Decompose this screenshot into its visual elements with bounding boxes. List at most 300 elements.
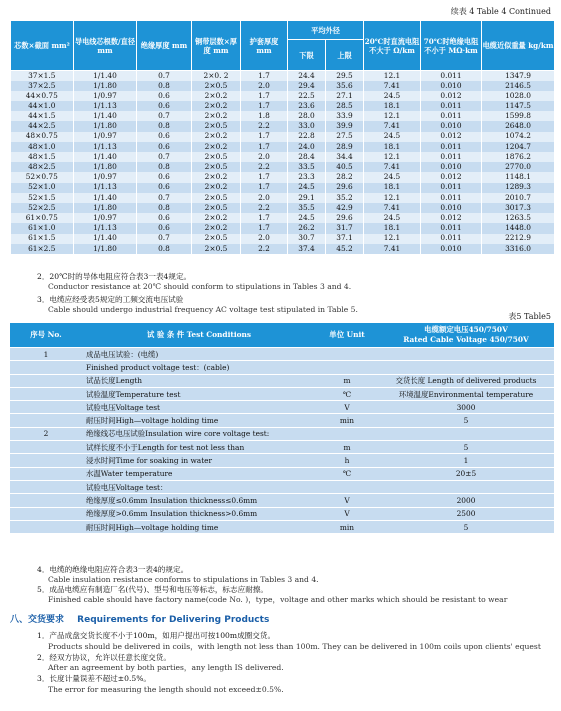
table-cell: 1/1.40 — [74, 71, 137, 81]
table4 — [10, 20, 555, 254]
table-cell: 12.1 — [364, 111, 421, 121]
table5-caption: 表5 Table5 — [508, 312, 551, 321]
table-cell: 1/1.40 — [74, 193, 137, 203]
note-2 — [37, 272, 358, 315]
table-cell-val — [378, 427, 554, 440]
note-2-en: Conductor resistance at 20℃ should conform to stipulations in Tables 3 and 4. — [48, 282, 352, 291]
table-row — [10, 401, 554, 414]
table-row — [11, 101, 555, 111]
table-row — [11, 234, 555, 244]
table-row — [11, 142, 555, 152]
table-cell: 2.0 — [241, 152, 288, 162]
table-cell: 2×0.2 — [192, 132, 241, 142]
table-cell: 0.011 — [421, 234, 482, 244]
table-cell: 29.6 — [326, 213, 364, 223]
table-cell-cond: 绝缘厚度≤0.6mm Insulation thickness≤0.6mm — [82, 494, 316, 507]
table-row — [10, 387, 554, 400]
table-cell: 2×0.2 — [192, 223, 241, 233]
table-cell: 18.1 — [364, 101, 421, 111]
table-cell: 1/1.80 — [74, 81, 137, 91]
table-cell: 1.7 — [241, 101, 288, 111]
table-cell-unit: m — [316, 374, 378, 387]
table-cell-val: 1 — [378, 454, 554, 467]
header-lower: 下限 — [288, 40, 326, 71]
table-cell: 24.5 — [288, 213, 326, 223]
table-cell: 7.41 — [364, 81, 421, 91]
table-cell: 2×0. 2 — [192, 71, 241, 81]
table-cell: 1148.1 — [482, 172, 555, 182]
table-cell: 0.011 — [421, 111, 482, 121]
table-cell: 2×0.2 — [192, 213, 241, 223]
table-cell: 33.0 — [288, 121, 326, 131]
table-cell-val — [378, 480, 554, 493]
table-cell: 1599.8 — [482, 111, 555, 121]
table-cell: 44×1.0 — [11, 101, 74, 111]
table-cell: 7.41 — [364, 121, 421, 131]
header-sheath: 护套厚度 mm — [241, 21, 288, 71]
table-cell: 1/1.13 — [74, 183, 137, 193]
table-cell: 18.1 — [364, 142, 421, 152]
table-cell-val: 3000 — [378, 401, 554, 414]
table-cell: 33.9 — [326, 111, 364, 121]
table-cell: 0.6 — [137, 91, 192, 101]
table-row — [10, 414, 554, 427]
table-cell: 12.1 — [364, 193, 421, 203]
table-cell: 2.2 — [241, 203, 288, 213]
table-cell: 1448.0 — [482, 223, 555, 233]
table-row — [10, 467, 554, 480]
table-cell-val: 5 — [378, 520, 554, 533]
table-row — [10, 520, 554, 533]
table-cell: 29.1 — [288, 193, 326, 203]
section-8-title-cn: 八、交货要求 — [10, 615, 65, 625]
table-cell-no — [10, 454, 82, 467]
table-cell: 1/0.97 — [74, 213, 137, 223]
table-cell-cond: 试验电压Voltage test： — [82, 480, 316, 493]
note-5-en: Finished cable should have factory name(code No. )，type，voltage and other marks which should be resistant to wear — [48, 595, 508, 604]
table-cell: 2×0.5 — [192, 203, 241, 213]
table-cell: 1/0.97 — [74, 91, 137, 101]
table-cell-val: 2000 — [378, 494, 554, 507]
table-cell: 2×0.2 — [192, 183, 241, 193]
table-cell: 44×1.5 — [11, 111, 74, 121]
table-cell: 24.0 — [288, 142, 326, 152]
item-3-cn: 3．长度计量误差不超过±0.5%。 — [37, 674, 152, 684]
table-cell: 35.5 — [288, 203, 326, 213]
table-cell: 2×0.5 — [192, 121, 241, 131]
table-cell: 37.1 — [326, 234, 364, 244]
table-cell: 12.1 — [364, 234, 421, 244]
table-cell: 2×0.2 — [192, 142, 241, 152]
table-cell: 2648.0 — [482, 121, 555, 131]
table-row — [10, 494, 554, 507]
table-row — [11, 91, 555, 101]
table-cell: 52×0.75 — [11, 172, 74, 182]
table-cell: 1347.9 — [482, 71, 555, 81]
table-cell: 2.0 — [241, 234, 288, 244]
table-cell: 52×1.5 — [11, 193, 74, 203]
table-cell-cond: 耐压时间High—voltage holding time — [82, 520, 316, 533]
table-cell: 2770.0 — [482, 162, 555, 172]
table-cell-no — [10, 401, 82, 414]
table-cell: 61×1.0 — [11, 223, 74, 233]
table-cell: 2×0.2 — [192, 101, 241, 111]
header-test-conditions: 试 验 条 件 Test Conditions — [82, 323, 316, 348]
note-4-5 — [37, 565, 507, 605]
section-8-items — [37, 631, 541, 696]
table-row — [10, 507, 554, 520]
table-cell-val — [378, 348, 554, 361]
note-2-cn: 2．20℃时的导体电阻应符合表3一表4规定。 — [37, 272, 192, 281]
table-row — [10, 441, 554, 454]
header-unit: 单位 Unit — [316, 323, 378, 348]
table-cell: 30.7 — [288, 234, 326, 244]
table-cell: 1/1.40 — [74, 234, 137, 244]
table-cell: 0.7 — [137, 234, 192, 244]
table-cell: 1/1.13 — [74, 142, 137, 152]
table-cell: 39.9 — [326, 121, 364, 131]
table-cell: 23.6 — [288, 101, 326, 111]
table-cell: 24.5 — [288, 183, 326, 193]
table-cell: 0.011 — [421, 71, 482, 81]
table-cell: 1/1.40 — [74, 111, 137, 121]
item-2-en: After an agreement by both parties，any length IS delivered. — [48, 663, 284, 673]
table-cell: 27.5 — [326, 132, 364, 142]
table5 — [10, 323, 554, 534]
item-1-cn: 1．产品成盘交货长度不小于100m，如用户提出可按100m成圈交货。 — [37, 631, 276, 640]
table-cell: 0.8 — [137, 121, 192, 131]
rated-voltage-cn: 电缆额定电压450/750V — [424, 325, 508, 334]
table-cell: 0.8 — [137, 203, 192, 213]
table-cell: 0.6 — [137, 213, 192, 223]
table-cell-cond: 试验温度Temperature test — [82, 387, 316, 400]
table-cell: 2×0.2 — [192, 111, 241, 121]
table-cell: 1/1.80 — [74, 244, 137, 254]
table-cell: 22.8 — [288, 132, 326, 142]
table-cell-cond: 水温Water temperature — [82, 467, 316, 480]
table-cell-no — [10, 520, 82, 533]
table-cell: 0.6 — [137, 132, 192, 142]
table-cell: 0.6 — [137, 142, 192, 152]
table-cell: 35.2 — [326, 193, 364, 203]
table-cell: 1.8 — [241, 111, 288, 121]
table-cell: 1/1.80 — [74, 162, 137, 172]
table-cell: 1.7 — [241, 71, 288, 81]
table-cell-cond: 试验电压Voltage test — [82, 401, 316, 414]
table-cell-val: 20±5 — [378, 467, 554, 480]
table-cell: 35.6 — [326, 81, 364, 91]
table-cell: 0.012 — [421, 91, 482, 101]
table-cell: 2×0.5 — [192, 244, 241, 254]
table-cell: 2×0.5 — [192, 152, 241, 162]
table-cell: 1/0.97 — [74, 132, 137, 142]
table-cell-cond: 试品长度Length — [82, 374, 316, 387]
table-cell: 0.011 — [421, 152, 482, 162]
table-cell: 24.5 — [364, 213, 421, 223]
table-cell: 2.2 — [241, 162, 288, 172]
table-row — [10, 348, 554, 361]
table-row — [10, 454, 554, 467]
table-cell: 0.7 — [137, 111, 192, 121]
table-cell: 1.7 — [241, 223, 288, 233]
table-cell-unit: min — [316, 414, 378, 427]
table-cell: 2.0 — [241, 193, 288, 203]
table-cell-no — [10, 387, 82, 400]
table-row — [11, 71, 555, 81]
table-cell-no — [10, 507, 82, 520]
table-cell: 1.7 — [241, 213, 288, 223]
table-cell: 28.2 — [326, 172, 364, 182]
table-cell-unit: ℃ — [316, 387, 378, 400]
header-insulation: 绝缘厚度 mm — [137, 21, 192, 71]
table-cell: 37×1.5 — [11, 71, 74, 81]
table-cell: 26.2 — [288, 223, 326, 233]
table-cell-cond: 绝缘线芯电压试验Insulation wire core voltage test: — [82, 427, 316, 440]
table-cell-no: 2 — [10, 427, 82, 440]
table-cell: 52×2.5 — [11, 203, 74, 213]
table-cell: 42.9 — [326, 203, 364, 213]
table-cell-cond: 耐压时间High—voltage holding time — [82, 414, 316, 427]
table-row — [11, 81, 555, 91]
table-cell: 0.6 — [137, 101, 192, 111]
table-cell-no — [10, 494, 82, 507]
table-row — [11, 172, 555, 182]
table-cell-unit: ℃ — [316, 467, 378, 480]
table-cell-val — [378, 361, 554, 374]
table-cell-cond: 试样长度不小于Length for test not less than — [82, 441, 316, 454]
table-cell: 1074.2 — [482, 132, 555, 142]
header-weight: 电缆近似重量 kg/km — [482, 21, 555, 71]
table-cell: 48×2.5 — [11, 162, 74, 172]
table-cell: 2×0.5 — [192, 162, 241, 172]
header-conductor: 导电线芯根数/直径 mm — [74, 21, 137, 71]
table-cell-no — [10, 441, 82, 454]
table-row — [11, 132, 555, 142]
table-cell: 1/1.13 — [74, 101, 137, 111]
table4-caption: 续表 4 Table 4 Continued — [450, 7, 551, 16]
rated-voltage-en: Rated Cable Voltage 450/750V — [403, 335, 529, 344]
table-cell: 0.010 — [421, 81, 482, 91]
table-cell: 1/1.80 — [74, 121, 137, 131]
table-cell: 2010.7 — [482, 193, 555, 203]
table-cell: 28.5 — [326, 101, 364, 111]
table-cell: 45.2 — [326, 244, 364, 254]
table-row — [11, 203, 555, 213]
table-cell: 48×1.5 — [11, 152, 74, 162]
table-cell-unit: h — [316, 454, 378, 467]
table-cell: 18.1 — [364, 223, 421, 233]
table-cell: 2146.5 — [482, 81, 555, 91]
table-cell: 1289.3 — [482, 183, 555, 193]
note-5-cn: 5．成品电缆应有制造厂名(代号)、型号和电压等标志，标志应耐擦。 — [37, 585, 268, 594]
table-cell: 0.011 — [421, 183, 482, 193]
table-cell: 2.0 — [241, 81, 288, 91]
table-cell: 1/1.13 — [74, 223, 137, 233]
table-cell: 29.5 — [326, 71, 364, 81]
table-cell-cond: 成品电压试验：(电缆) — [82, 348, 316, 361]
header-avg-diameter: 平均外径 — [288, 21, 364, 40]
table-cell: 0.011 — [421, 142, 482, 152]
table-cell: 12.1 — [364, 152, 421, 162]
table-cell: 7.41 — [364, 162, 421, 172]
table-cell: 18.1 — [364, 183, 421, 193]
table-cell: 24.5 — [364, 91, 421, 101]
table-cell-no: 1 — [10, 348, 82, 361]
table-cell: 37.4 — [288, 244, 326, 254]
table-cell-cond: 绝缘厚度>0.6mm Insulation thickness>0.6mm — [82, 507, 316, 520]
item-2-cn: 2．经双方协议，允许以任意长度交货。 — [37, 652, 171, 662]
table-cell: 0.6 — [137, 183, 192, 193]
table-cell: 7.41 — [364, 203, 421, 213]
table-cell: 24.5 — [364, 172, 421, 182]
table-cell: 29.4 — [288, 81, 326, 91]
table-cell-unit — [316, 427, 378, 440]
table-cell: 7.41 — [364, 244, 421, 254]
table-cell: 0.8 — [137, 244, 192, 254]
table-cell: 0.010 — [421, 162, 482, 172]
table-cell: 1.7 — [241, 172, 288, 182]
table-cell: 52×1.0 — [11, 183, 74, 193]
table-cell: 0.7 — [137, 71, 192, 81]
note-4-cn: 4．电缆的绝缘电阻应符合表3一表4的规定。 — [37, 565, 189, 574]
table-cell: 1.7 — [241, 183, 288, 193]
table-row — [11, 152, 555, 162]
table-cell-unit: min — [316, 520, 378, 533]
table-cell-unit: m — [316, 441, 378, 454]
table-row — [11, 193, 555, 203]
note-4-en: Cable insulation resistance conforms to stipulations in Tables 3 and 4. — [48, 575, 319, 584]
table-cell: 0.6 — [137, 172, 192, 182]
table-cell: 27.1 — [326, 91, 364, 101]
table-cell-val: 交货长度 Length of delivered products — [378, 374, 554, 387]
table-cell: 31.7 — [326, 223, 364, 233]
table-cell: 29.6 — [326, 183, 364, 193]
table-cell: 24.4 — [288, 71, 326, 81]
table-row — [11, 111, 555, 121]
table-cell: 1/0.97 — [74, 172, 137, 182]
table-cell: 1028.0 — [482, 91, 555, 101]
header-no: 序号 No. — [10, 323, 82, 348]
table-cell: 3017.3 — [482, 203, 555, 213]
table-cell: 2×0.5 — [192, 193, 241, 203]
table-cell: 0.012 — [421, 132, 482, 142]
table-cell: 22.5 — [288, 91, 326, 101]
table-cell-cond: Finished product voltage test：(cable) — [82, 361, 316, 374]
table-row — [10, 361, 554, 374]
table-cell: 1204.7 — [482, 142, 555, 152]
table-cell-val: 5 — [378, 414, 554, 427]
header-insulation-resistance: 70℃时绝缘电阻不小于 MΩ·km — [421, 21, 482, 71]
table-row — [10, 374, 554, 387]
table-cell: 0.8 — [137, 162, 192, 172]
table-cell-no — [10, 374, 82, 387]
table-cell-cond: 浸水时间Time for soaking in water — [82, 454, 316, 467]
table-cell: 1/1.80 — [74, 203, 137, 213]
table-cell: 1.7 — [241, 132, 288, 142]
table-cell: 40.5 — [326, 162, 364, 172]
table-cell-val: 环境温度Environmental temperature — [378, 387, 554, 400]
header-cores-section: 芯数×截面 mm² — [11, 21, 74, 71]
table-cell: 44×0.75 — [11, 91, 74, 101]
table-cell: 0.010 — [421, 244, 482, 254]
table-cell: 0.7 — [137, 152, 192, 162]
table-cell: 61×2.5 — [11, 244, 74, 254]
table-cell: 48×1.0 — [11, 142, 74, 152]
table-cell-no — [10, 467, 82, 480]
table-cell: 0.7 — [137, 193, 192, 203]
header-dc-resistance: 20℃时直流电阻不大于 Ω/km — [364, 21, 421, 71]
table-cell: 0.011 — [421, 223, 482, 233]
table-cell: 28.0 — [288, 111, 326, 121]
item-1-en: Products should be delivered in coils，with length not less than 100m. They can be delivered in 100m coils upon clients' equest — [48, 641, 541, 651]
table-row — [11, 121, 555, 131]
item-3-en: The error for measuring the length should not exceed±0.5%. — [48, 684, 284, 694]
table-cell-no — [10, 480, 82, 493]
table-cell-no — [10, 361, 82, 374]
table-cell: 44×2.5 — [11, 121, 74, 131]
table-cell: 0.011 — [421, 193, 482, 203]
table-cell: 1.7 — [241, 91, 288, 101]
table-cell: 0.6 — [137, 223, 192, 233]
table-row — [10, 480, 554, 493]
table-row — [10, 427, 554, 440]
header-rated-voltage — [378, 323, 554, 348]
table-cell: 1876.2 — [482, 152, 555, 162]
table-row — [11, 223, 555, 233]
table-cell: 1/1.40 — [74, 152, 137, 162]
table-cell: 28.9 — [326, 142, 364, 152]
section-8-title-en: Requirements for Delivering Products — [77, 615, 270, 625]
table-cell-unit — [316, 480, 378, 493]
table-cell-no — [10, 414, 82, 427]
table-cell-unit — [316, 348, 378, 361]
table-cell: 12.1 — [364, 71, 421, 81]
header-upper: 上限 — [326, 40, 364, 71]
table-cell-unit: V — [316, 401, 378, 414]
table-cell: 1.7 — [241, 142, 288, 152]
table-cell: 23.3 — [288, 172, 326, 182]
table-row — [11, 162, 555, 172]
table-cell: 0.010 — [421, 121, 482, 131]
table-cell: 61×1.5 — [11, 234, 74, 244]
table-cell: 0.010 — [421, 203, 482, 213]
table-cell: 61×0.75 — [11, 213, 74, 223]
table-cell-unit: V — [316, 494, 378, 507]
table-cell-val: 2500 — [378, 507, 554, 520]
section-8-heading — [10, 612, 269, 625]
table-cell: 0.011 — [421, 101, 482, 111]
table-cell: 28.4 — [288, 152, 326, 162]
note-3-cn: 3．电缆应经受表5规定的工频交流电压试验 — [37, 295, 184, 304]
table-cell: 48×0.75 — [11, 132, 74, 142]
table-cell: 1147.5 — [482, 101, 555, 111]
table-cell: 2×0.5 — [192, 234, 241, 244]
table-cell: 0.012 — [421, 213, 482, 223]
table-cell: 0.012 — [421, 172, 482, 182]
table-cell: 2.2 — [241, 244, 288, 254]
table-cell: 24.5 — [364, 132, 421, 142]
table-cell: 3316.0 — [482, 244, 555, 254]
table-row — [11, 213, 555, 223]
table-cell: 33.5 — [288, 162, 326, 172]
table-cell: 2.2 — [241, 121, 288, 131]
table-cell-unit: V — [316, 507, 378, 520]
table-cell: 2212.9 — [482, 234, 555, 244]
table-cell: 37×2.5 — [11, 81, 74, 91]
table-cell-val: 5 — [378, 441, 554, 454]
table-cell: 1263.5 — [482, 213, 555, 223]
table-cell: 0.8 — [137, 81, 192, 91]
